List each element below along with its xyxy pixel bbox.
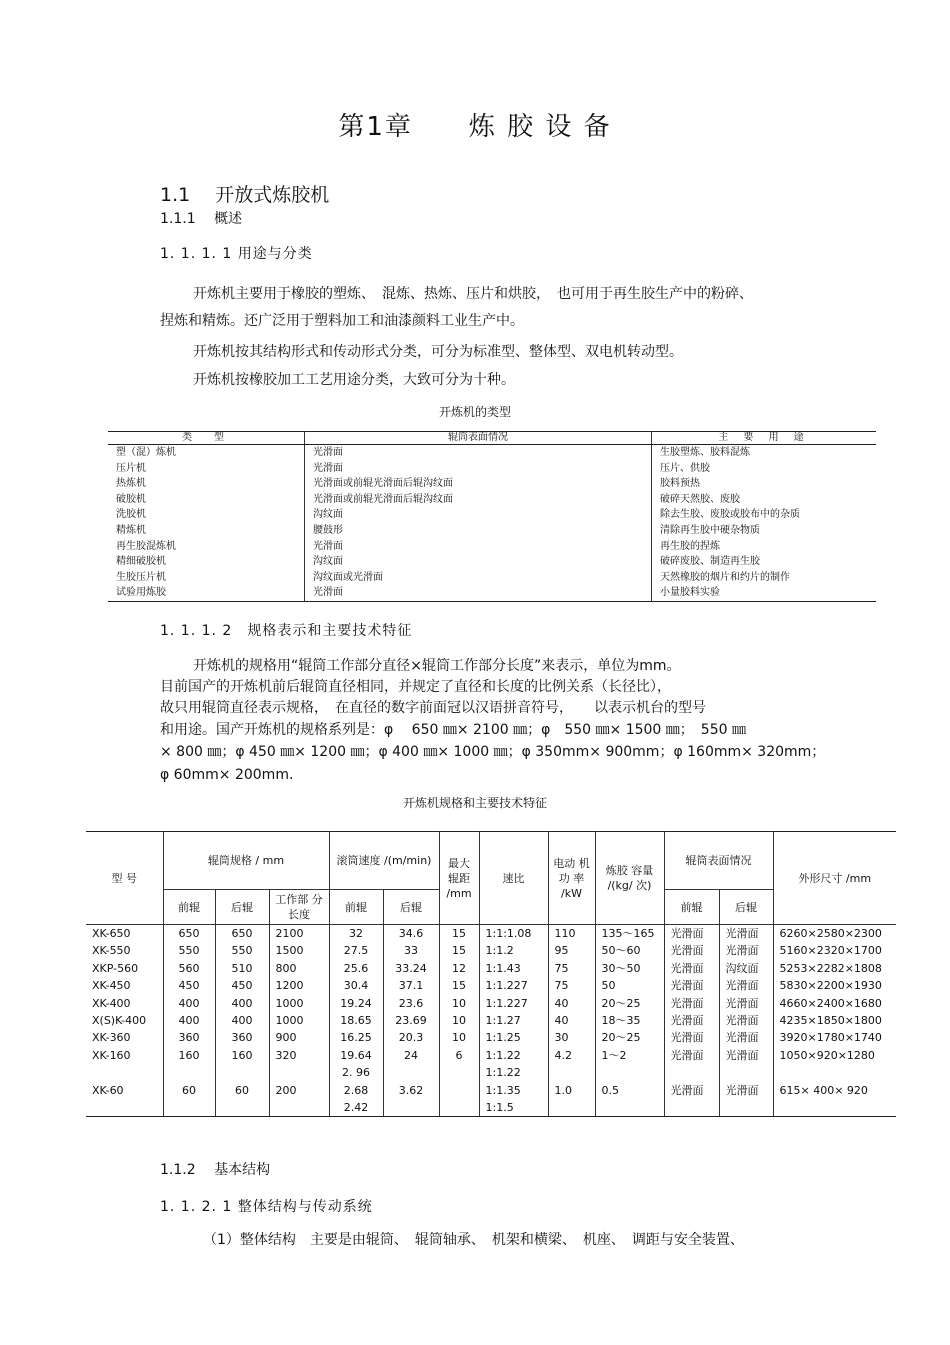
table-cell: 1:1.25 bbox=[479, 1029, 548, 1046]
table-cell: XK-650 bbox=[92, 927, 131, 940]
table-row bbox=[86, 1099, 896, 1117]
table-cell: 20～25 bbox=[595, 1029, 664, 1046]
table-cell bbox=[548, 1064, 595, 1081]
table-cell bbox=[86, 1064, 163, 1081]
table-cell: 破碎天然胶、废胶 bbox=[660, 493, 740, 505]
table-cell: 光滑面 bbox=[305, 461, 652, 477]
table-caption: 开炼机规格和主要技术特征 bbox=[402, 796, 547, 810]
table-cell: 800 bbox=[269, 960, 329, 977]
table-cell: 光滑面 bbox=[719, 977, 773, 994]
table-cell bbox=[86, 1099, 163, 1117]
table-cell: 沟纹面 bbox=[305, 554, 652, 570]
table-cell: 热炼机 bbox=[108, 476, 305, 492]
table-cell: 6260×2580×2300 bbox=[773, 925, 896, 943]
table-cell: X(S)K-400 bbox=[92, 1014, 147, 1028]
table-cell: XK-400 bbox=[92, 996, 131, 1010]
table-row bbox=[108, 554, 876, 570]
table-cell bbox=[595, 1064, 664, 1081]
table-cell: 110 bbox=[548, 925, 595, 943]
table-cell: XKP-560 bbox=[92, 961, 139, 975]
column-header-back-roll: 后辊 bbox=[215, 890, 269, 925]
table-cell: 450 bbox=[215, 977, 269, 994]
table-cell: 再生胶的捏炼 bbox=[660, 540, 720, 552]
table-cell bbox=[773, 1064, 896, 1081]
table-cell: 沟纹面或光滑面 bbox=[305, 570, 652, 586]
table-row bbox=[108, 523, 876, 539]
table-cell: 0.5 bbox=[595, 1082, 664, 1099]
table-cell bbox=[163, 1099, 215, 1117]
table-cell: 天然橡胶的烟片和约片的制作 bbox=[660, 571, 790, 583]
table-cell: 32 bbox=[329, 925, 383, 943]
table-cell: 320 bbox=[269, 1047, 329, 1064]
table-cell: 33 bbox=[383, 942, 439, 959]
table-row bbox=[86, 1082, 896, 1099]
table-cell: 15 bbox=[439, 942, 479, 959]
table-cell: 15 bbox=[439, 925, 479, 943]
table-cell: 900 bbox=[269, 1029, 329, 1046]
table-cell: XK-450 bbox=[92, 979, 131, 993]
table-cell: 5160×2320×1700 bbox=[773, 942, 896, 959]
column-header-speed: 滚筒速度 /(m/min) bbox=[329, 832, 439, 890]
table-cell: 1:1.227 bbox=[479, 977, 548, 994]
subsubsection-heading-use: 1. 1. 1. 1 用途与分类 bbox=[160, 246, 313, 262]
column-header-surface-front: 前辊 bbox=[664, 890, 719, 925]
table-cell bbox=[773, 1099, 896, 1117]
table-cell: 光滑面 bbox=[664, 1012, 719, 1029]
table-cell: 33.24 bbox=[383, 960, 439, 977]
table-cell: 2.68 bbox=[329, 1082, 383, 1099]
table-cell: 75 bbox=[548, 977, 595, 994]
table-cell bbox=[548, 1099, 595, 1117]
table-cell: 160 bbox=[215, 1047, 269, 1064]
paragraph-line: 和用途。国产开炼机的规格系列是：φ 650 ㎜× 2100 ㎜；φ 550 ㎜× 1500 ㎜； 550 ㎜ bbox=[160, 722, 746, 738]
chapter-title: 第1章 炼 胶 设 备 bbox=[338, 112, 612, 142]
table-cell: 23.6 bbox=[383, 995, 439, 1012]
table-cell: 沟纹面 bbox=[719, 960, 773, 977]
paragraph-line: × 800 ㎜；φ 450 ㎜× 1200 ㎜；φ 400 ㎜× 1000 ㎜；φ 350mm× 900mm；φ 160mm× 320mm； bbox=[160, 744, 826, 760]
table-cell: 1:1:1.08 bbox=[479, 925, 548, 943]
table-row bbox=[108, 476, 876, 492]
table-cell: 光滑面 bbox=[719, 925, 773, 943]
table-cell: 沟纹面 bbox=[305, 507, 652, 523]
table-cell: 400 bbox=[163, 1012, 215, 1029]
table-cell: 光滑面 bbox=[719, 1012, 773, 1029]
paragraph-line: φ 60mm× 200mm. bbox=[160, 767, 294, 783]
table-row bbox=[108, 570, 876, 586]
table-cell: 1.0 bbox=[548, 1082, 595, 1099]
table-cell: 24 bbox=[383, 1047, 439, 1064]
table-cell bbox=[664, 1099, 719, 1117]
table-cell: 光滑面 bbox=[664, 942, 719, 959]
table-cell: 1:1.35 bbox=[479, 1082, 548, 1099]
table-cell: 10 bbox=[439, 995, 479, 1012]
column-header-work-length: 工作部 分长度 bbox=[269, 890, 329, 925]
table-row bbox=[86, 942, 896, 959]
table-cell: 16.25 bbox=[329, 1029, 383, 1046]
table-cell bbox=[719, 1064, 773, 1081]
table-cell bbox=[439, 1082, 479, 1099]
table-row bbox=[108, 445, 876, 461]
column-header: 辊筒表面情况 bbox=[305, 432, 652, 445]
table-cell: 1:1.22 bbox=[479, 1047, 548, 1064]
table-row bbox=[86, 925, 896, 943]
table-cell: 400 bbox=[215, 1012, 269, 1029]
table-cell: 40 bbox=[548, 1012, 595, 1029]
table-row bbox=[108, 539, 876, 555]
table-cell: 1:1.227 bbox=[479, 995, 548, 1012]
table-cell: 60 bbox=[215, 1082, 269, 1099]
table-cell: 光滑面 bbox=[719, 942, 773, 959]
table-cell: 15 bbox=[439, 977, 479, 994]
table-cell: 光滑面 bbox=[305, 539, 652, 555]
table-cell: 压片机 bbox=[108, 461, 305, 477]
table-cell: 30.4 bbox=[329, 977, 383, 994]
table-cell: 650 bbox=[215, 925, 269, 943]
table-cell: 2. 96 bbox=[329, 1064, 383, 1081]
table-cell: 18.65 bbox=[329, 1012, 383, 1029]
table-cell: 3920×1780×1740 bbox=[773, 1029, 896, 1046]
column-header-speed-front: 前辊 bbox=[329, 890, 383, 925]
table-cell: 95 bbox=[548, 942, 595, 959]
table-cell: 19.64 bbox=[329, 1047, 383, 1064]
table-cell: 光滑面 bbox=[664, 1082, 719, 1099]
table-cell bbox=[595, 1099, 664, 1117]
table-cell: 破碎废胶、制造再生胶 bbox=[660, 556, 760, 568]
table-row bbox=[86, 1012, 896, 1029]
table-cell: 塑（混）炼机 bbox=[108, 445, 305, 461]
table-cell: 1050×920×1280 bbox=[773, 1047, 896, 1064]
table-cell: 3.62 bbox=[383, 1082, 439, 1099]
paragraph-line: 捏炼和精炼。还广泛用于塑料加工和油漆颜料工业生产中。 bbox=[160, 313, 524, 329]
table-cell: 510 bbox=[215, 960, 269, 977]
table-cell: 40 bbox=[548, 995, 595, 1012]
table-cell: 50 bbox=[595, 977, 664, 994]
table-cell: 20.3 bbox=[383, 1029, 439, 1046]
table-cell: 清除再生胶中硬杂物质 bbox=[660, 524, 760, 536]
table-cell: 560 bbox=[163, 960, 215, 977]
table-cell: 胶料预热 bbox=[660, 478, 700, 490]
table-cell: 1500 bbox=[269, 942, 329, 959]
table-cell: 5253×2282×1808 bbox=[773, 960, 896, 977]
subsection-heading: 1.1.1 概述 bbox=[160, 211, 243, 227]
table-cell: 34.6 bbox=[383, 925, 439, 943]
table-cell: 光滑面 bbox=[664, 960, 719, 977]
column-header-ratio: 速比 bbox=[479, 832, 548, 925]
mill-spec-table bbox=[86, 831, 896, 1117]
subsection-heading-structure: 1.1.2 基本结构 bbox=[160, 1162, 271, 1178]
column-header-capacity: 炼胶 容量 /(kg/ 次) bbox=[595, 832, 664, 925]
table-cell: 光滑面 bbox=[664, 977, 719, 994]
table-cell: 压片、供胶 bbox=[660, 462, 710, 474]
column-header-roll-spec: 辊筒规格 / mm bbox=[163, 832, 329, 890]
table-row bbox=[108, 585, 876, 601]
table-row bbox=[86, 1047, 896, 1064]
table-cell bbox=[719, 1099, 773, 1117]
table-cell: 再生胶混炼机 bbox=[108, 539, 305, 555]
table-cell bbox=[439, 1064, 479, 1081]
table-cell bbox=[383, 1099, 439, 1117]
table-cell: 2100 bbox=[269, 925, 329, 943]
column-header-gap: 最大 辊距 /mm bbox=[439, 832, 479, 925]
table-cell: 1000 bbox=[269, 1012, 329, 1029]
column-header-surface-back: 后辊 bbox=[719, 890, 773, 925]
table-cell: 洗胶机 bbox=[108, 507, 305, 523]
table-cell: XK-160 bbox=[92, 1048, 131, 1062]
paragraph-line: 目前国产的开炼机前后辊筒直径相同，并规定了直径和长度的比例关系（长径比）， bbox=[160, 679, 671, 695]
paragraph-line: 开炼机按其结构形式和传动形式分类，可分为标准型、整体型、双电机转动型。 bbox=[193, 344, 683, 360]
table-cell: 5830×2200×1930 bbox=[773, 977, 896, 994]
paragraph-line: 开炼机按橡胶加工工艺用途分类，大致可分为十种。 bbox=[193, 372, 515, 388]
table-cell: 光滑面或前辊光滑面后辊沟纹面 bbox=[305, 476, 652, 492]
table-cell: 光滑面 bbox=[719, 1029, 773, 1046]
table-cell: 50～60 bbox=[595, 942, 664, 959]
table-row bbox=[86, 1029, 896, 1046]
table-cell: 4235×1850×1800 bbox=[773, 1012, 896, 1029]
table-cell bbox=[383, 1064, 439, 1081]
paragraph-line: 开炼机主要用于橡胶的塑炼、 混炼、热炼、压片和烘胶， 也可用于再生胶生产中的粉碎、 bbox=[193, 286, 753, 302]
table-cell: 30 bbox=[548, 1029, 595, 1046]
table-cell: 腰鼓形 bbox=[305, 523, 652, 539]
table-cell: 精炼机 bbox=[108, 523, 305, 539]
table-cell bbox=[439, 1099, 479, 1117]
table-cell: 光滑面 bbox=[305, 585, 652, 601]
paragraph-line: （1）整体结构 主要是由辊筒、 辊筒轴承、 机架和横梁、 机座、 调距与安全装置、 bbox=[203, 1232, 744, 1248]
table-cell: 1:1.2 bbox=[479, 942, 548, 959]
table-cell bbox=[163, 1064, 215, 1081]
table-cell: 10 bbox=[439, 1029, 479, 1046]
table-cell: 37.1 bbox=[383, 977, 439, 994]
subsubsection-heading-spec: 1. 1. 1. 2 规格表示和主要技术特征 bbox=[160, 623, 413, 639]
table-cell: 360 bbox=[163, 1029, 215, 1046]
table-row bbox=[108, 507, 876, 523]
table-cell: 60 bbox=[163, 1082, 215, 1099]
table-cell: 200 bbox=[269, 1082, 329, 1099]
table-cell: 生胶压片机 bbox=[108, 570, 305, 586]
table-row bbox=[86, 960, 896, 977]
table-row bbox=[86, 995, 896, 1012]
table-cell: 400 bbox=[163, 995, 215, 1012]
table-cell: 光滑面 bbox=[664, 995, 719, 1012]
subsubsection-heading-structure: 1. 1. 2. 1 整体结构与传动系统 bbox=[160, 1199, 373, 1215]
table-cell: 光滑面 bbox=[664, 1029, 719, 1046]
table-cell: 光滑面 bbox=[719, 1047, 773, 1064]
paragraph-line: 故只用辊筒直径表示规格， 在直径的数字前面冠以汉语拼音符号， 以表示机台的型号 bbox=[160, 700, 706, 716]
table-cell: 450 bbox=[163, 977, 215, 994]
table-cell: 20～25 bbox=[595, 995, 664, 1012]
table-cell: 25.6 bbox=[329, 960, 383, 977]
column-header-front-roll: 前辊 bbox=[163, 890, 215, 925]
column-header-model: 型 号 bbox=[86, 832, 163, 925]
table-cell: 400 bbox=[215, 995, 269, 1012]
table-cell: 光滑面 bbox=[719, 995, 773, 1012]
table-cell: 光滑面 bbox=[664, 925, 719, 943]
table-cell: 1～2 bbox=[595, 1047, 664, 1064]
table-cell: 550 bbox=[215, 942, 269, 959]
table-cell: 破胶机 bbox=[108, 492, 305, 508]
table-cell: 小量胶料实验 bbox=[660, 587, 720, 599]
table-cell: 75 bbox=[548, 960, 595, 977]
table-cell: 360 bbox=[215, 1029, 269, 1046]
table-row bbox=[108, 492, 876, 508]
table-cell: 1000 bbox=[269, 995, 329, 1012]
table-row bbox=[86, 1064, 896, 1081]
table-cell: 30～50 bbox=[595, 960, 664, 977]
table-cell bbox=[269, 1064, 329, 1081]
table-cell: XK-550 bbox=[92, 944, 131, 958]
table-cell: 1:1.22 bbox=[479, 1064, 548, 1081]
column-header: 类 型 bbox=[108, 432, 305, 445]
section-heading: 1.1 开放式炼胶机 bbox=[160, 184, 330, 206]
table-row bbox=[86, 977, 896, 994]
table-cell: 光滑面 bbox=[719, 1082, 773, 1099]
table-cell: 6 bbox=[439, 1047, 479, 1064]
column-header: 主 要 用 途 bbox=[652, 432, 877, 445]
table-cell: 1200 bbox=[269, 977, 329, 994]
table-cell: 2.42 bbox=[329, 1099, 383, 1117]
table-cell: 1:1.5 bbox=[479, 1099, 548, 1117]
table-cell: XK-360 bbox=[92, 1031, 131, 1045]
table-cell: 18～35 bbox=[595, 1012, 664, 1029]
table-cell: 23.69 bbox=[383, 1012, 439, 1029]
table-cell: 1:1.27 bbox=[479, 1012, 548, 1029]
table-cell: 650 bbox=[163, 925, 215, 943]
table-cell: 1:1.43 bbox=[479, 960, 548, 977]
table-cell: 除去生胶、废胶或胶布中的杂质 bbox=[660, 509, 800, 521]
table-cell: 生胶塑炼、胶料混炼 bbox=[660, 447, 750, 458]
table-header-row bbox=[108, 432, 876, 445]
table-cell: 4.2 bbox=[548, 1047, 595, 1064]
column-header-speed-back: 后辊 bbox=[383, 890, 439, 925]
table-cell bbox=[215, 1064, 269, 1081]
table-cell: 27.5 bbox=[329, 942, 383, 959]
table-cell: 19.24 bbox=[329, 995, 383, 1012]
table-cell: 12 bbox=[439, 960, 479, 977]
table-cell: 光滑面 bbox=[305, 445, 652, 461]
table-cell: 550 bbox=[163, 942, 215, 959]
table-cell: 615× 400× 920 bbox=[773, 1082, 896, 1099]
column-header-surface: 辊筒表面情况 bbox=[664, 832, 773, 890]
table-cell bbox=[664, 1064, 719, 1081]
mill-types-table bbox=[108, 431, 876, 602]
table-row bbox=[108, 461, 876, 477]
table-cell: 试验用炼胶 bbox=[108, 585, 305, 601]
table-cell: 10 bbox=[439, 1012, 479, 1029]
column-header-size: 外形尺寸 /mm bbox=[773, 832, 896, 925]
table-cell: XK-60 bbox=[92, 1083, 124, 1097]
table-cell: 光滑面 bbox=[664, 1047, 719, 1064]
table-cell: 4660×2400×1680 bbox=[773, 995, 896, 1012]
table-cell: 光滑面或前辊光滑面后辊沟纹面 bbox=[305, 492, 652, 508]
table-cell: 160 bbox=[163, 1047, 215, 1064]
table-cell bbox=[269, 1099, 329, 1117]
table-cell: 精细破胶机 bbox=[108, 554, 305, 570]
column-header-power: 电动 机功 率 /kW bbox=[548, 832, 595, 925]
table-caption: 开炼机的类型 bbox=[438, 405, 511, 419]
paragraph-line: 开炼机的规格用“辊筒工作部分直径×辊筒工作部分长度”来表示，单位为mm。 bbox=[193, 658, 681, 674]
table-cell bbox=[215, 1099, 269, 1117]
table-cell: 135～165 bbox=[595, 925, 664, 943]
